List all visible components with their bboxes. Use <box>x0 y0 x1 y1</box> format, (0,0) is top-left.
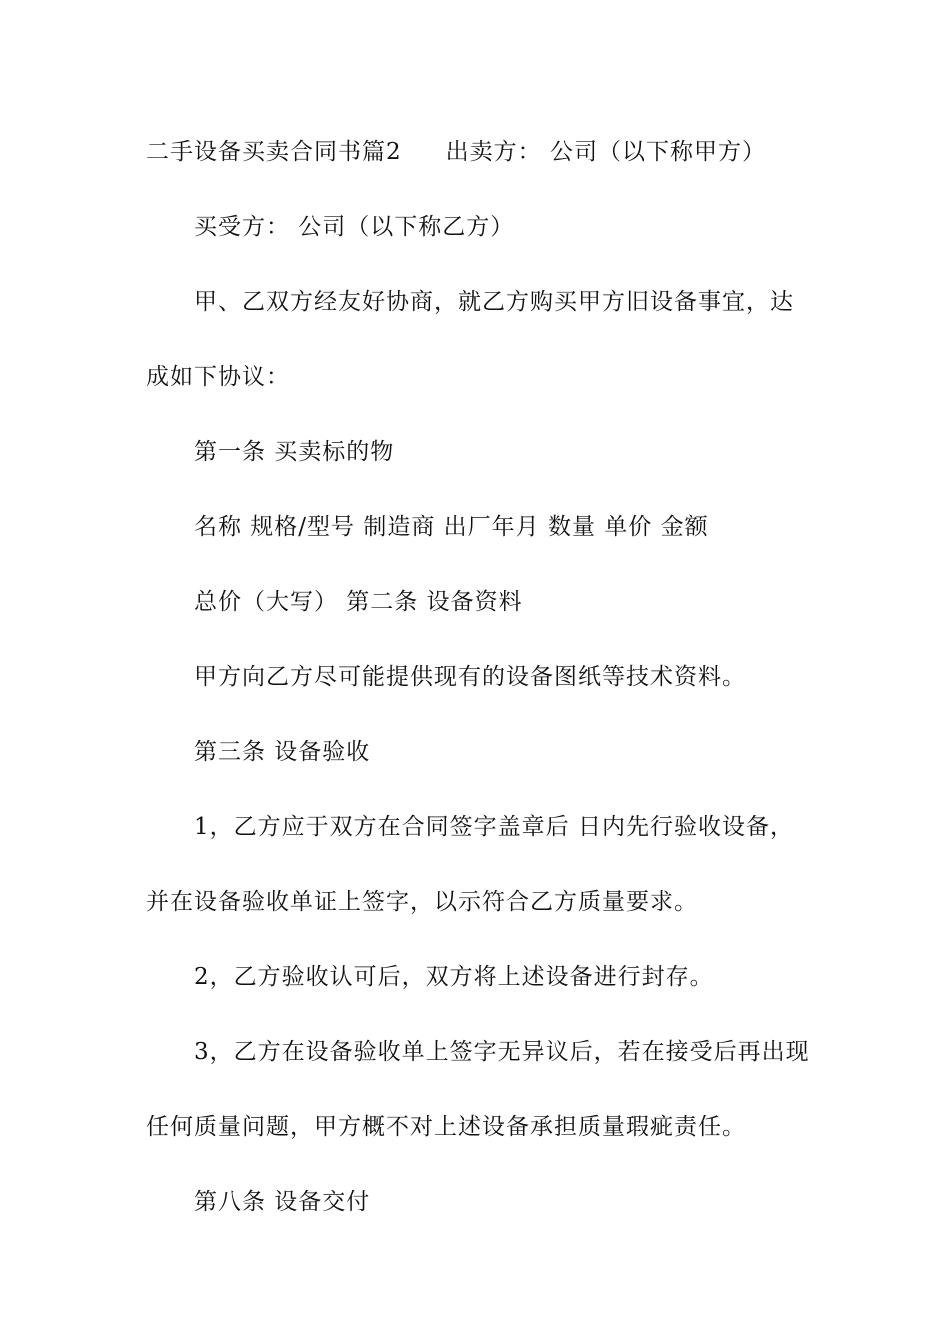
document-title: 二手设备买卖合同书篇2 <box>146 139 402 165</box>
item2-text: 2，乙方验收认可后，双方将上述设备进行封存。 <box>194 964 714 990</box>
article8-title: 第八条 设备交付 <box>194 1189 371 1215</box>
article2-text: 甲方向乙方尽可能提供现有的设备图纸等技术资料。 <box>194 664 746 690</box>
seller-line: 出卖方： 公司（以下称甲方） <box>445 139 766 165</box>
buyer-line: 买受方： 公司（以下称乙方） <box>194 214 515 240</box>
total-and-article2: 总价（大写） 第二条 设备资料 <box>194 589 523 615</box>
intro-line-2: 成如下协议： <box>146 364 290 390</box>
intro-line-1: 甲、乙双方经友好协商，就乙方购买甲方旧设备事宜，达 <box>194 289 794 315</box>
article1-columns: 名称 规格/型号 制造商 出厂年月 数量 单价 金额 <box>194 514 709 540</box>
article1-title: 第一条 买卖标的物 <box>194 439 395 465</box>
article3-title: 第三条 设备验收 <box>194 739 371 765</box>
item1-line-2: 并在设备验收单证上签字，以示符合乙方质量要求。 <box>146 889 698 915</box>
document-body <box>146 132 816 1257</box>
item3-line-1: 3，乙方在设备验收单上签字无异议后，若在接受后再出现 <box>194 1039 810 1065</box>
item3-line-2: 任何质量问题，甲方概不对上述设备承担质量瑕疵责任。 <box>146 1114 746 1140</box>
item1-line-1: 1，乙方应于双方在合同签字盖章后 日内先行验收设备， <box>194 814 794 840</box>
title-line <box>146 132 816 207</box>
